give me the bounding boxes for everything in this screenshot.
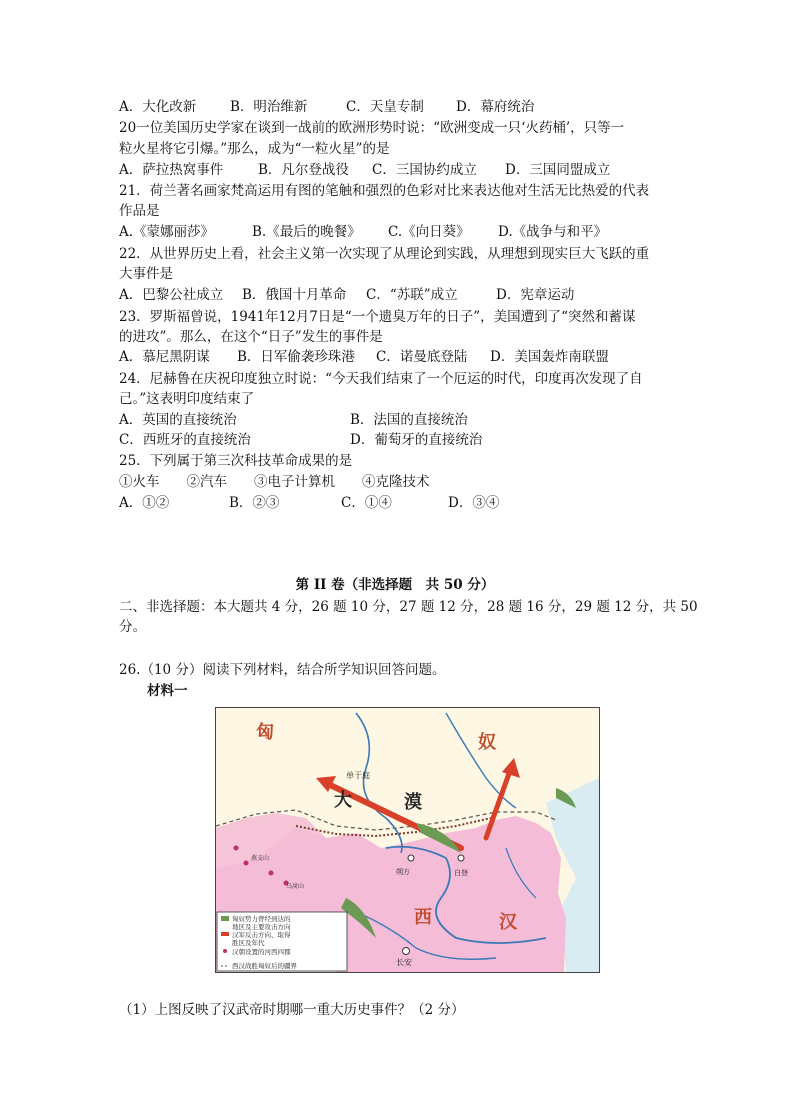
historical-map xyxy=(215,707,600,973)
map-label-changan: 长安 xyxy=(396,958,412,967)
map-label-han: 汉 xyxy=(499,912,517,933)
changan-marker xyxy=(403,948,410,955)
map-label-yanzhishan: 燕支山 xyxy=(251,855,270,862)
legend-swatch-xiongnu xyxy=(221,916,229,921)
part2-title: 第 II 卷（非选择题 共 50 分） xyxy=(295,577,495,593)
map-label-baideng: 白登 xyxy=(454,869,468,877)
q21-option-a: A.《蒙娜丽莎》 xyxy=(119,224,215,240)
q23-option-a: A．慕尼黑阴谋 xyxy=(119,349,210,365)
map-label-xi: 西 xyxy=(414,907,432,928)
q20-option-d: D．三国同盟成立 xyxy=(505,162,611,178)
legend-swatch-hexi xyxy=(223,949,227,953)
map-svg xyxy=(216,708,599,972)
q25-option-b: B．②③ xyxy=(229,495,280,511)
q21-option-b: B.《最后的晚餐》 xyxy=(252,224,361,240)
q26-sub1: （1）上图反映了汉武帝时期哪一重大历史事件？（2 分） xyxy=(119,1002,465,1018)
part2-desc-line1: 二、非选择题：本大题共 4 分，26 题 10 分，27 题 12 分，28 题 16 分，29 题 12 分，共 50 xyxy=(119,599,698,615)
q22-option-a: A．巴黎公社成立 xyxy=(119,287,224,303)
baideng-marker xyxy=(458,855,464,861)
q24-option-c: C．西班牙的直接统治 xyxy=(119,432,251,448)
q25-option-a: A．①② xyxy=(119,495,170,511)
q20-option-c: C．三国协约成立 xyxy=(372,162,477,178)
map-label-da: 大 xyxy=(334,790,352,811)
q23-option-c: C．诺曼底登陆 xyxy=(376,349,468,365)
q21-option-c: C.《向日葵》 xyxy=(388,224,470,240)
map-label-nu: 奴 xyxy=(478,732,496,753)
hexi-commandery-1 xyxy=(244,861,249,866)
q23-option-b: B．日军偷袭珍珠港 xyxy=(237,349,355,365)
q20-option-b: B．凡尔登战役 xyxy=(258,162,349,178)
shuofang-marker xyxy=(408,855,414,861)
hexi-commandery-2 xyxy=(269,871,274,876)
q22-stem-line2: 大事件是 xyxy=(119,266,173,282)
q26-stem: 26.（10 分）阅读下列材料，结合所学知识回答问题。 xyxy=(119,662,446,678)
q20-stem-line1: 20一位美国历史学家在谈到一战前的欧洲形势时说：“欧洲变成一只‘火药桶’，只等一 xyxy=(119,120,625,136)
q23-stem-line1: 23．罗斯福曾说，1941年12月7日是“一个遗臭万年的日子”，美国遭到了“突然和蓄谋 xyxy=(119,309,636,325)
map-label-wulishan: 乌戾山 xyxy=(286,883,305,890)
legend-text-3: 汉军反击方向、取得 xyxy=(232,931,291,939)
legend-text-1: 匈奴势力曾经到达的 xyxy=(232,915,291,923)
hexi-commandery-4 xyxy=(234,846,239,851)
legend-text-6: 西汉战胜匈奴后的疆界 xyxy=(232,962,297,970)
q22-option-c: C．“苏联”成立 xyxy=(366,287,458,303)
q26-material-label: 材料一 xyxy=(147,683,188,699)
q21-stem-line2: 作品是 xyxy=(119,203,160,219)
q25-option-c: C．①④ xyxy=(341,495,392,511)
q19-option-a: A．大化改新 xyxy=(119,99,197,115)
map-label-xiong: 匈 xyxy=(256,722,274,743)
legend-text-4: 胜区及年代 xyxy=(232,939,265,947)
map-label-chanyuting: 单于庭 xyxy=(346,771,370,780)
q21-option-d: D.《战争与和平》 xyxy=(498,224,608,240)
q24-option-b: B．法国的直接统治 xyxy=(350,412,468,428)
legend-text-2: 地区及主要攻击方向 xyxy=(232,923,291,931)
q24-stem-line1: 24．尼赫鲁在庆祝印度独立时说：“今天我们结束了一个厄运的时代，印度再次发现了自 xyxy=(119,371,643,387)
map-label-shuofang: 朔方 xyxy=(396,868,410,876)
map-label-mo: 漠 xyxy=(404,792,422,813)
q20-option-a: A．萨拉热窝事件 xyxy=(119,162,224,178)
q19-option-d: D．幕府统治 xyxy=(456,99,535,115)
legend-text-5: 汉朝设置的河西四郡 xyxy=(232,948,291,956)
q21-stem-line1: 21．荷兰著名画家梵高运用有图的笔触和强烈的色彩对比来表达他对生活无比热爱的代表 xyxy=(119,183,650,199)
q23-option-d: D．美国轰炸南联盟 xyxy=(490,349,609,365)
q22-option-b: B．俄国十月革命 xyxy=(242,287,347,303)
q25-items: ①火车 ②汽车 ③电子计算机 ④克隆技术 xyxy=(119,474,430,490)
q22-stem-line1: 22．从世界历史上看，社会主义第一次实现了从理论到实践，从理想到现实巨大飞跃的重 xyxy=(119,246,650,262)
map-legend xyxy=(217,912,347,971)
q24-stem-line2: 己。”这表明印度结束了 xyxy=(119,391,255,407)
q23-stem-line2: 的进攻”。那么，在这个“日子”发生的事件是 xyxy=(119,329,383,345)
q24-option-a: A．英国的直接统治 xyxy=(119,412,237,428)
part2-desc-line2: 分。 xyxy=(119,619,146,635)
legend-swatch-han-attack xyxy=(221,932,229,936)
q25-option-d: D．③④ xyxy=(448,495,500,511)
q20-stem-line2: 粒火星将它引爆。”那么，成为“一粒火星”的是 xyxy=(119,141,390,157)
q25-stem: 25．下列属于第三次科技革命成果的是 xyxy=(119,453,353,469)
q22-option-d: D．宪章运动 xyxy=(496,287,575,303)
q19-option-c: C．天皇专制 xyxy=(346,99,424,115)
q19-option-b: B．明治维新 xyxy=(230,99,308,115)
q24-option-d: D．葡萄牙的直接统治 xyxy=(350,432,483,448)
